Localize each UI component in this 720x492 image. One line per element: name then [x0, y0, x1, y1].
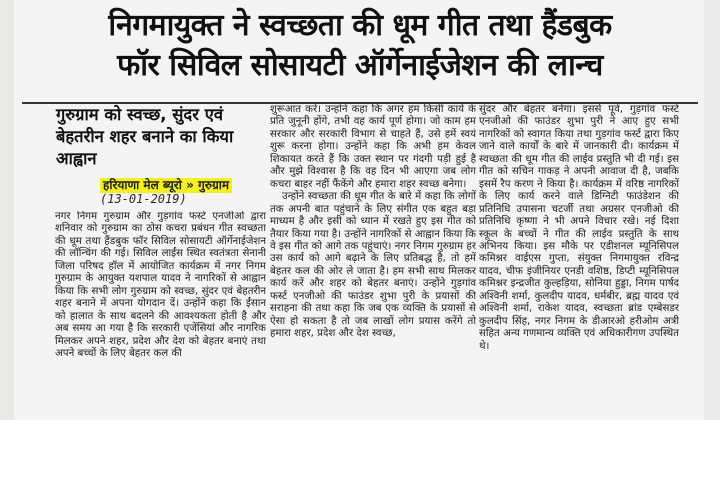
byline: हरियाणा मेल ब्यूरो » गुरुग्राम — [100, 178, 232, 193]
column-3-text: सुंदर और बेहतर बनेगा। इससे पूर्व, गुड़गांव फर्स्ट एनजीओ की फाउंडर शुभा पुरी ने आए हुए सभी नागरिकों को स्वागत किया तथा गुड़गांव फर्स्ट द्वारा किए जाने वाले कार्यों के बारे में जानकारी दी। कार्यक्रम में स्वच्छता की धूम गीत की लाईव प्रस्तुति भी दी गई। इस गीत को सचिन गाकड़ ने अपनी आवाज दी है, जबकि इसमें रैप करण ने किया है। कार्यक्रम में वरिष्ठ नागरिकों के लिए कार्य करने वाले डिग्निटी फाउंडेशन की प्रतिनिधि उपासना चटर्जी तथा अग्रसर एनजीओ की प्रतिनिधि कृष्णा ने भी अपने विचार रखे। नई दिशा स्कूल के बच्चों ने गीत की लाईव प्रस्तुति के साथ अभिनय किया। इस मौके पर एडीशनल म्यूनिसिपल कमिश्नर वाईएस गुप्ता, संयुक्त निगमायुक्त रविन्द्र यादव, चीफ इंजीनियर एनडी वशिष्ठ, डिप्टी म्यूनिसिपल कमिश्नर इन्द्रजीत कुल्हड़िया, सोनिया हुड्डा, निगम पार्षद अश्विनी शर्मा, कुलदीप यादव, धर्मबीर, ब्रह्म यादव एवं अश्विनी शर्मा, राकेश यादव, स्वच्छता ब्रांड एम्बेसडर कुलदीप सिंह, नगर निगम के डीआरओ हरीओम अत्री सहित अन्य गणमान्य व्यक्ति एवं अधिकारीगण उपस्थित थे। — [479, 104, 679, 352]
article-column-2 — [270, 104, 476, 419]
column-2-paragraph-2: उन्होंने स्वच्छता की धूम गीत के बारे में कहा कि लोगों तक अपनी बात पहुंचाने के लिए संगीत एक बहुत बड़ा माध्यम है और इसी को ध्यान में रखते हुए इस गीत को तैयार किया गया है। उन्होंने नागरिकों से आह्वान किया कि वे इस गीत को आगे तक पहुंचाएं। नगर निगम गुरुग्राम हर उस कार्य को आगे बढ़ाने के लिए प्रतिबद्ध है, तो हमें बेहतर कल की ओर ले जाता है। हम सभी साथ मिलकर कार्य करें और शहर को बेहतर बनाएं। उन्होंने गुड़गांव फर्स्ट एनजीओ की फाउंडर शुभा पुरी के प्रयासों की सराहना की तथा कहा कि जब एक व्यक्ति के प्रयासों से ऐसा हो सकता है तो जब लाखों लोग प्रयास करेंगे तो हमारा शहर, प्रदेश और देश स्वच्छ, — [270, 191, 476, 340]
headline — [14, 6, 706, 86]
column-2-paragraph-1: शुरूआत करें। उन्होंने कहा कि अगर हम किसी कार्य के प्रति जुनूनी होंगे, तभी वह कार्य पूर्ण होगा। जो काम हम सरकार और सरकारी विभाग से चाहते हैं, उसे हमें स्वयं शुरू करना होगा। उन्होंने कहा कि अभी हम केवल शिकायत करते हैं कि उक्त स्थान पर गंदगी पड़ी हुई है और मुझे विश्वास है कि वह दिन भी आएगा जब लोग कचरा बाहर नहीं फैंकेंगे और हमारा शहर स्वच्छ बनेगा। — [270, 104, 476, 190]
left-margin — [0, 0, 14, 492]
subheadline: गुरुग्राम को स्वच्छ, सुंदर एवं बेहतरीन शहर बनाने का किया आह्वान — [56, 105, 234, 168]
blank-bottom-area — [0, 420, 720, 492]
handwritten-date: (13-01-2019) — [100, 192, 187, 206]
headline-line-2: फॉर सिविल सोसायटी ऑर्गेनाईजेशन की लान्च — [117, 48, 603, 83]
article-column-3 — [479, 104, 679, 419]
article-column-1 — [55, 211, 266, 421]
right-margin — [704, 0, 720, 492]
headline-line-1: निगमायुक्त ने स्वच्छता की धूम गीत तथा हैंडबुक — [108, 8, 612, 43]
column-1-text: नगर निगम गुरुग्राम और गुड़गांव फर्स्ट एनजीओ द्वारा शनिवार को गुरुग्राम का ठोस कचरा प्रबंधन गीत स्वच्छता की धूम तथा हैंडबुक फॉर सिविल सोसायटी ऑर्गेनाईजेशन की लॉन्चिंग की गई। सिविल लाईंस स्थित स्वतंत्रता सेनानी जिला परिषद हॉल में आयोजित कार्यक्रम में नगर निगम गुरुग्राम के आयुक्त यशपाल यादव ने नागरिकों से आह्वान किया कि सभी लोग गुरुग्राम को स्वच्छ, सुंदर एवं बेहतरीन शहर बनाने में अपना योगदान दें। उन्होंने कहा कि ईंसान को हालात के साथ बदलने की आवश्यकता होती है और अब समय आ गया है कि सरकारी एजेंसियां और नागरिक मिलकर अपने शहर, प्रदेश और देश को बेहतर बनाएं तथा अपने बच्चों के लिए बेहतर कल की — [55, 211, 266, 359]
